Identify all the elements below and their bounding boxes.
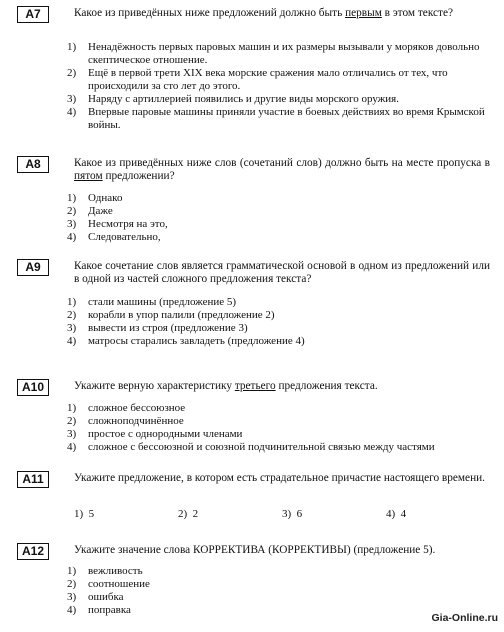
task-number: A10: [17, 379, 49, 396]
answer-option: 3) простое с однородными членами: [67, 428, 243, 440]
answer-option: 2) Ещё в первой трети XIX века морские сражения мало отличались от тех, что происходили за сто лет до этого.: [67, 67, 448, 92]
answer-option: 2) сложноподчинённое: [67, 415, 184, 427]
answer-options: [74, 508, 490, 521]
answer-option: 1) сложное бессоюзное: [67, 402, 186, 414]
answer-option: 3) Наряду с артиллерией появились и другие виды морского оружия.: [67, 93, 399, 105]
task-number: A7: [17, 6, 49, 23]
task-number: A11: [17, 471, 49, 488]
answer-options: [67, 296, 495, 348]
answer-option: 4) матросы старались завладеть (предложение 4): [67, 335, 305, 347]
answer-option: 3) Несмотря на это,: [67, 218, 168, 230]
task-number: A12: [17, 543, 49, 560]
answer-option: 1) Однако: [67, 192, 123, 204]
answer-option: 3) ошибка: [67, 591, 124, 603]
answer-option: 1) Ненадёжность первых паровых машин и их размеры вызывали у моряков довольно скептическое отношение.: [67, 41, 480, 66]
question-text: Какое сочетание слов является грамматической основой в одном из предложений или в одной из частей сложного предложения текста?: [74, 260, 490, 286]
answer-option: 2) 2: [178, 508, 199, 520]
answer-options: [67, 41, 495, 132]
answer-option: 3) вывести из строя (предложение 3): [67, 322, 248, 334]
question-text: Какое из приведённых ниже предложений должно быть первым в этом тексте?: [74, 7, 454, 19]
answer-options: [67, 402, 495, 454]
question-text: Укажите предложение, в котором есть страдательное причастие настоящего времени.: [74, 472, 485, 484]
answer-options: [67, 192, 495, 244]
answer-option: 4) сложное с бессоюзной и союзной подчинительной связью между частями: [67, 441, 435, 453]
answer-option: 1) стали машины (предложение 5): [67, 296, 237, 308]
task-number: A9: [17, 259, 49, 276]
answer-options: [67, 565, 495, 617]
task-number: A8: [17, 156, 49, 173]
answer-option: 2) корабли в упор палили (предложение 2): [67, 309, 275, 321]
answer-option: 2) Даже: [67, 205, 113, 217]
answer-option: 4) Впервые паровые машины приняли участие в боевых действиях во время Крымской войны.: [67, 106, 485, 131]
question-text: Укажите значение слова КОРРЕКТИВА (КОРРЕКТИВЫ) (предложение 5).: [74, 544, 436, 556]
question-text: Какое из приведённых ниже слов (сочетаний слов) должно быть на месте пропуска в пятом предложении?: [74, 157, 490, 183]
answer-option: 4) 4: [386, 508, 407, 520]
question-text: Укажите верную характеристику третьего предложения текста.: [74, 380, 378, 392]
answer-option: 4) поправка: [67, 604, 131, 616]
answer-option: 4) Следовательно,: [67, 231, 161, 243]
answer-option: 3) 6: [282, 508, 303, 520]
site-watermark: Gia-Online.ru: [431, 612, 498, 624]
answer-option: 1) 5: [74, 508, 95, 520]
answer-option: 2) соотношение: [67, 578, 150, 590]
answer-option: 1) вежливость: [67, 565, 143, 577]
